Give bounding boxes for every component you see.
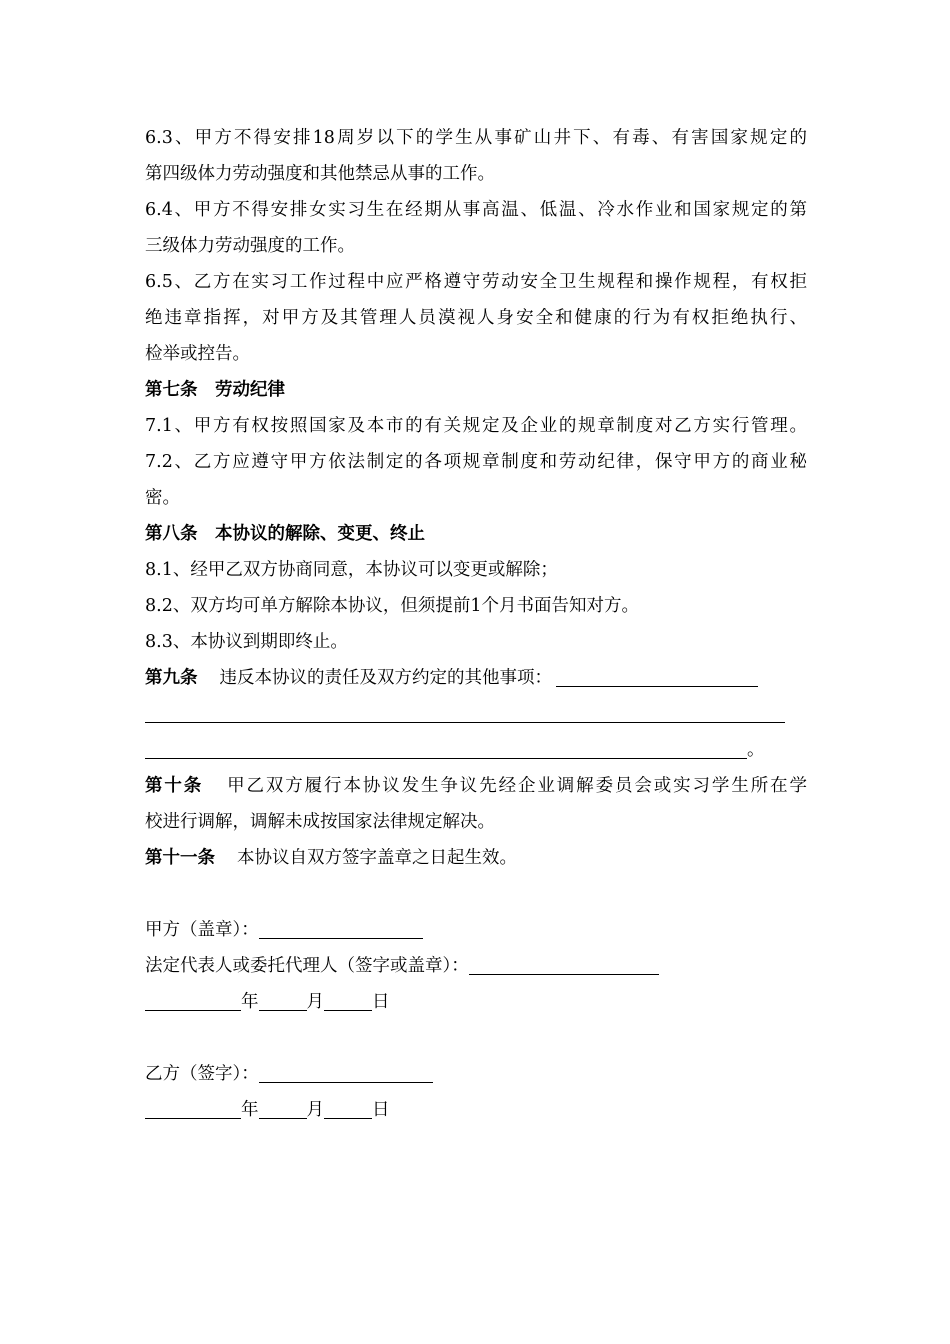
clause-7-heading: 第七条 劳动纪律 (145, 380, 285, 400)
party-b-year-blank[interactable] (145, 1096, 241, 1119)
clause-6-3-line-1: 6.3、甲方不得安排18周岁以下的学生从事矿山井下、有毒、有害国家规定的 (145, 128, 807, 148)
party-b-signature-line (145, 1056, 807, 1092)
party-b-label: 乙方（签字）： (145, 1064, 259, 1084)
clause-11 (145, 840, 807, 876)
clause-9-text: 违反本协议的责任及双方约定的其他事项： (219, 668, 552, 688)
clause-6-5-line-2: 绝违章指挥，对甲方及其管理人员漠视人身安全和健康的行为有权拒绝执行、 (145, 308, 807, 328)
party-b-month-blank[interactable] (259, 1096, 307, 1119)
clause-6-5-line-1: 6.5、乙方在实习工作过程中应严格遵守劳动安全卫生规程和操作规程，有权拒 (145, 272, 807, 292)
clause-9-fill-blank-2[interactable] (145, 700, 785, 723)
clause-8-2: 8.2、双方均可单方解除本协议，但须提前1个月书面告知对方。 (145, 596, 639, 616)
year-label: 年 (241, 992, 259, 1012)
year-label: 年 (241, 1100, 259, 1120)
party-a-day-blank[interactable] (324, 988, 372, 1011)
clause-8-heading: 第八条 本协议的解除、变更、终止 (145, 524, 425, 544)
party-b-date-line (145, 1092, 807, 1128)
clause-8-3: 8.3、本协议到期即终止。 (145, 632, 348, 652)
clause-7-2-line-2: 密。 (145, 488, 180, 508)
clause-8-1: 8.1、经甲乙双方协商同意，本协议可以变更或解除； (145, 560, 558, 580)
representative-signature-blank[interactable] (469, 952, 659, 975)
clause-6-3-line-2: 第四级体力劳动强度和其他禁忌从事的工作。 (145, 164, 495, 184)
party-b-signature-blank[interactable] (259, 1060, 433, 1083)
clause-9-label: 第九条 (145, 668, 198, 688)
clause-7-2-line-1: 7.2、乙方应遵守甲方依法制定的各项规章制度和劳动纪律，保守甲方的商业秘 (145, 452, 807, 472)
clause-9-fill-blank[interactable] (556, 664, 758, 687)
clause-9 (145, 660, 807, 696)
party-a-seal-blank[interactable] (259, 916, 423, 939)
clause-6-4-line-2: 三级体力劳动强度的工作。 (145, 236, 355, 256)
clause-11-label: 第十一条 (145, 848, 215, 868)
document-page (145, 120, 807, 1128)
spacer (145, 1020, 807, 1056)
representative-label: 法定代表人或委托代理人（签字或盖章）： (145, 956, 469, 976)
clause-11-text: 本协议自双方签字盖章之日起生效。 (237, 848, 517, 868)
day-label: 日 (372, 992, 390, 1012)
day-label: 日 (372, 1100, 390, 1120)
party-a-year-blank[interactable] (145, 988, 241, 1011)
party-b-day-blank[interactable] (324, 1096, 372, 1119)
clause-6-4-line-1: 6.4、甲方不得安排女实习生在经期从事高温、低温、冷水作业和国家规定的第 (145, 200, 807, 220)
clause-10-text-1: 甲乙双方履行本协议发生争议先经企业调解委员会或实习学生所在学 (225, 776, 808, 796)
clause-6-5-line-3: 检举或控告。 (145, 344, 250, 364)
party-a-date-line (145, 984, 807, 1020)
clause-10-line-2: 校进行调解，调解未成按国家法律规定解决。 (145, 812, 495, 832)
clause-9-blank-row-2 (145, 732, 807, 768)
month-label: 月 (306, 992, 324, 1012)
party-a-label: 甲方（盖章）： (145, 920, 259, 940)
clause-9-blank-row-1 (145, 696, 807, 732)
spacer (145, 876, 807, 912)
clause-7-1: 7.1、甲方有权按照国家及本市的有关规定及企业的规章制度对乙方实行管理。 (145, 416, 807, 436)
representative-signature-line (145, 948, 807, 984)
clause-10-label: 第十条 (145, 776, 204, 796)
clause-10-line-1 (145, 768, 807, 804)
month-label: 月 (306, 1100, 324, 1120)
party-a-month-blank[interactable] (259, 988, 307, 1011)
clause-9-end-mark: 。 (747, 740, 765, 760)
clause-9-fill-blank-3[interactable] (145, 736, 747, 759)
party-a-signature-line (145, 912, 807, 948)
